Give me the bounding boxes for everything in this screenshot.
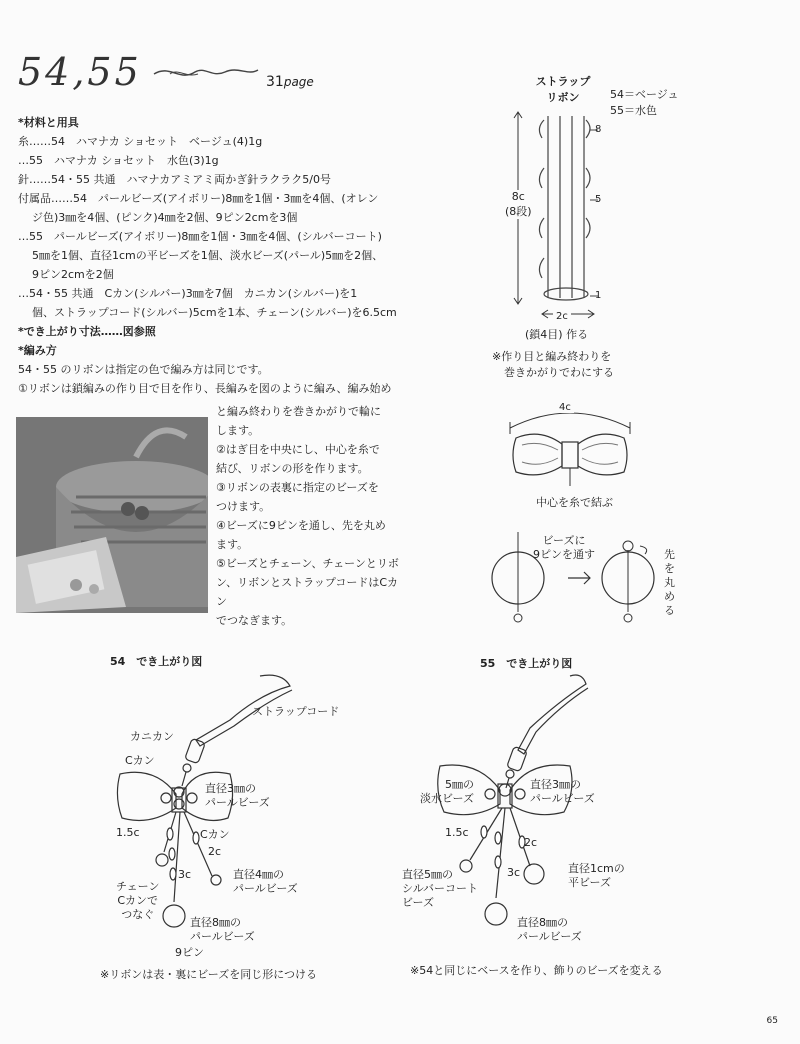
height-label: [505, 190, 532, 219]
ribbon-note: [492, 349, 614, 381]
fig55-bead3: [530, 778, 595, 806]
fig55-flat: [568, 862, 625, 890]
color-55: 55＝水色: [610, 104, 657, 117]
height-value: 8c: [511, 190, 525, 203]
label-line: パールビーズ: [517, 930, 582, 943]
material-line: 9ピン2cmを2個: [32, 268, 114, 281]
material-line: 個、ストラップコード(シルバー)5cmを1本、チェーン(シルバー)を6.5cm: [32, 306, 397, 319]
chain-label: (鎖4目) 作る: [525, 328, 589, 341]
fig55-bead8: [517, 916, 582, 944]
material-line: …55 パールビーズ(アイボリー)8㎜を1個・3㎜を4個、(シルバーコート): [18, 230, 382, 243]
strap-ribbon-title: [528, 73, 598, 105]
material-line: 糸……54 ハマナカ ショセット ベージュ(4)1g: [18, 135, 263, 148]
fig54-1-5c: 1.5c: [116, 826, 140, 839]
label-line: 直径3㎜の: [205, 782, 256, 795]
fig55-1-5c: 1.5c: [445, 826, 469, 839]
step-1: ①リボンは鎖編みの作り目で目を作り、長編みを図のように編み、編み始め: [18, 382, 392, 395]
color-legend: [610, 86, 679, 118]
method-heading: *編み方: [18, 344, 57, 357]
step-text: ます。: [216, 538, 249, 551]
material-line: 付属品……54 パールビーズ(アイボリー)8㎜を1個・3㎜を4個、(オレン: [18, 192, 379, 205]
label-line: パールビーズ: [530, 792, 595, 805]
label-line: Cカンで: [117, 894, 159, 907]
fig54-bead3: [205, 782, 270, 810]
step-text: ③リボンの表裏に指定のビーズを: [216, 481, 379, 494]
note-line: ※作り目と編み終わりを: [492, 350, 612, 363]
row-8: 8: [595, 124, 602, 135]
fig54-ccan: Cカン: [125, 754, 155, 767]
label-line: 直径1cmの: [568, 862, 625, 875]
label-line: 淡水ビーズ: [420, 792, 475, 805]
bow-diagram: [500, 400, 640, 490]
title-line: リボン: [546, 91, 580, 104]
materials-block: [18, 113, 398, 398]
pin-label-line: 9ピンを通す: [533, 548, 595, 561]
label-line: チェーン: [116, 880, 160, 893]
material-line: …54・55 共通 Cカン(シルバー)3㎜を7個 カニカン(シルバー)を1: [18, 287, 358, 300]
finished-size: *でき上がり寸法……図参照: [18, 325, 156, 338]
page-number: 65: [766, 1016, 778, 1026]
fig54-note: ※リボンは表・裏にビーズを同じ形につける: [100, 968, 318, 981]
method-intro: 54・55 のリボンは指定の色で編み方は同じです。: [18, 363, 269, 376]
fig54-2c: 2c: [208, 845, 222, 858]
flourish-ornament: [150, 62, 262, 84]
step-text: ⑤ビーズとチェーン、チェーンとリボ: [216, 557, 399, 570]
bow-label: 中心を糸で結ぶ: [536, 496, 613, 509]
label-line: 直径3㎜の: [530, 778, 581, 791]
label-line: 直径5㎜の: [402, 868, 453, 881]
bow-width: 4c: [556, 402, 574, 413]
label-line: パールビーズ: [205, 796, 270, 809]
fig54-9pin: 9ピン: [175, 946, 204, 959]
row-1: 1: [595, 290, 602, 301]
step-text: つけます。: [216, 500, 271, 513]
label-line: シルバーコート: [402, 882, 478, 895]
step-text: 結び、リボンの形を作ります。: [216, 462, 369, 475]
fig54-strap-cord: ストラップコード: [252, 705, 340, 718]
fig54-title: 54 でき上がり図: [110, 655, 203, 668]
page-reference: 31page: [266, 74, 314, 90]
fig54-3c: 3c: [178, 868, 192, 881]
fig55-title: 55 でき上がり図: [480, 657, 573, 670]
note-line: 巻きかがりでわにする: [504, 366, 614, 379]
fig54-bead8: [190, 916, 255, 944]
rows-value: (8段): [505, 205, 532, 218]
pattern-number: 54,55: [18, 50, 142, 94]
label-line: つなぐ: [121, 908, 155, 921]
basket-photo: [16, 417, 208, 613]
fig55-silver: [402, 868, 478, 910]
label-line: 直径8㎜の: [517, 916, 568, 929]
label-line: 直径8㎜の: [190, 916, 241, 929]
fig55-3c: 3c: [507, 866, 521, 879]
label-line: 5㎜の: [445, 778, 475, 791]
material-line: 5㎜を1個、直径1cmの平ビーズを1個、淡水ビーズ(パール)5㎜を2個、: [32, 249, 384, 262]
step-text: ン、リボンとストラップコードはCカン: [216, 576, 399, 608]
step-text: と編み終わりを巻きかがりで輪に: [216, 405, 381, 418]
step-text: でつなぎます。: [216, 614, 293, 627]
step-text: します。: [216, 424, 260, 437]
label-line: ビーズ: [402, 896, 435, 909]
fig55-note: ※54と同じにベースを作り、飾りのビーズを変える: [410, 964, 663, 977]
pin-label: [533, 534, 595, 562]
pin-label-line: ビーズに: [542, 534, 586, 547]
material-line: ジ色)3㎜を4個、(ピンク)4㎜を2個、9ピン2cmを3個: [32, 211, 298, 224]
material-line: 針……54・55 共通 ハマナカアミアミ両かぎ針ラクラク5/0号: [18, 173, 331, 186]
label-line: パールビーズ: [190, 930, 255, 943]
row-5: 5: [595, 194, 602, 205]
fig54-lobster: カニカン: [130, 730, 174, 743]
materials-heading: *材料と用具: [18, 116, 79, 129]
width-label: 2c: [553, 311, 571, 322]
step-text: ④ビーズに9ピンを通し、先を丸め: [216, 519, 386, 532]
label-line: 平ビーズ: [568, 876, 612, 889]
material-line: …55 ハマナカ ショセット 水色(3)1g: [18, 154, 219, 167]
fig54-ccan2: Cカン: [200, 828, 230, 841]
step-text: ②はぎ目を中央にし、中心を糸で: [216, 443, 380, 456]
color-54: 54＝ベージュ: [610, 88, 679, 101]
pin-round-label: 先を丸める: [664, 548, 675, 617]
fig54-bead4: [233, 868, 298, 896]
fig54-chain: [116, 880, 159, 922]
label-line: パールビーズ: [233, 882, 298, 895]
fig55-2c: 2c: [524, 836, 538, 849]
fig55-freshwater: [420, 778, 474, 806]
steps-block: [216, 402, 402, 630]
title-line: ストラップ: [535, 75, 591, 88]
label-line: 直径4㎜の: [233, 868, 284, 881]
